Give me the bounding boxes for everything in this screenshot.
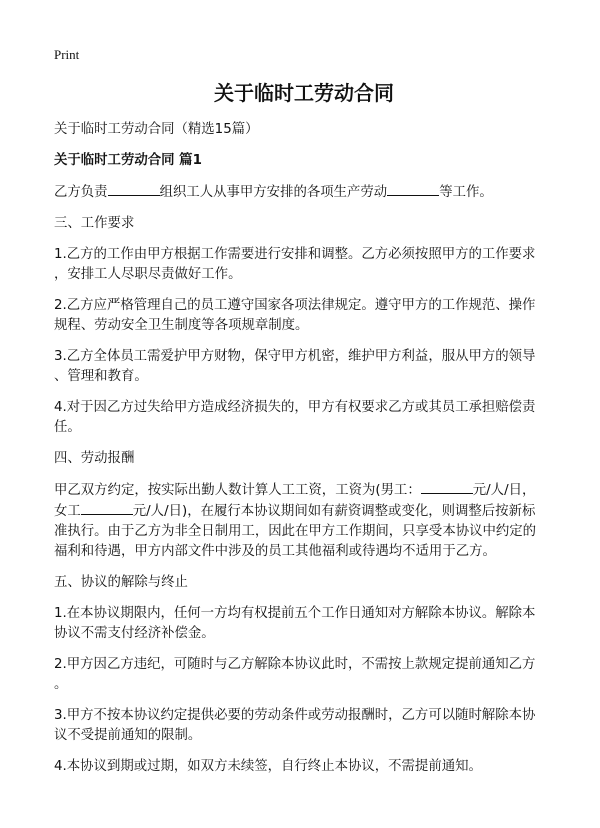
line: 、管理和教育。 xyxy=(54,369,148,384)
text: 等工作。 xyxy=(439,185,493,200)
heading-work-requirements: 三、工作要求 xyxy=(54,216,135,231)
text: 组织工人从事甲方安排的各项生产劳动 xyxy=(159,185,388,200)
requirement-item xyxy=(54,245,554,285)
requirement-item xyxy=(54,398,554,438)
line: 3.乙方全体员工需爱护甲方财物，保守甲方机密，维护甲方利益，服从甲方的领导 xyxy=(54,349,536,364)
remuneration-paragraph xyxy=(54,480,554,562)
line: 2.乙方应严格管理自己的员工遵守国家各项法律规定。遵守甲方的工作规范、操作 xyxy=(54,298,536,313)
blank-field xyxy=(387,182,439,196)
text: 乙方负责 xyxy=(54,185,108,200)
heading-termination: 五、协议的解除与终止 xyxy=(54,575,188,590)
line xyxy=(54,480,554,501)
line: 。 xyxy=(54,677,68,692)
line xyxy=(54,501,554,522)
line: 1.乙方的工作由甲方根据工作需要进行安排和调整。乙方必须按照甲方的工作要求 xyxy=(54,247,536,262)
line: 议不受提前通知的限制。 xyxy=(54,728,202,743)
blank-field xyxy=(108,182,160,196)
termination-item xyxy=(54,655,554,695)
line: ，安排工人尽职尽责做好工作。 xyxy=(54,267,242,282)
line: 4.本协议到期或过期，如双方未续签，自行终止本协议，不需提前通知。 xyxy=(54,759,482,774)
line: 1.在本协议期限内，任何一方均有权提前五个工作日通知对方解除本协议。解除本 xyxy=(54,606,536,621)
text: 甲乙双方约定，按实际出勤人数计算人工工资，工资为(男工： xyxy=(54,483,421,498)
line: 4.对于因乙方过失给甲方造成经济损失的，甲方有权要求乙方或其员工承担赔偿责 xyxy=(54,400,536,415)
line: 2.甲方因乙方违纪，可随时与乙方解除本协议此时，不需按上款规定提前通知乙方 xyxy=(54,657,536,672)
intro-paragraph xyxy=(54,182,554,203)
line: 规程、劳动安全卫生制度等各项规章制度。 xyxy=(54,318,309,333)
line: 福利和待遇，甲方内部文件中涉及的员工其他福利或待遇均不适用于乙方。 xyxy=(54,544,496,559)
termination-item xyxy=(54,706,554,746)
termination-item xyxy=(54,757,554,777)
section-heading: 关于临时工劳动合同 篇1 xyxy=(54,153,202,168)
document-title: 关于临时工劳动合同 xyxy=(214,81,394,105)
line: 准执行。由于乙方为非全日制用工，因此在甲方工作期间，只享受本协议中约定的 xyxy=(54,524,537,539)
document-body xyxy=(54,80,554,788)
text: 元/人/日)，在履行本协议期间如有薪资调整或变化，则调整后按新标 xyxy=(132,504,536,519)
line: 任。 xyxy=(54,420,81,435)
requirement-item xyxy=(54,296,554,336)
termination-item xyxy=(54,604,554,644)
print-link[interactable]: Print xyxy=(54,47,80,62)
text: 元/人/日， xyxy=(472,483,536,498)
text: 女工 xyxy=(54,504,81,519)
blank-field xyxy=(421,480,473,494)
blank-field xyxy=(81,501,133,515)
line: 3.甲方不按本协议约定提供必要的劳动条件或劳动报酬时，乙方可以随时解除本协 xyxy=(54,708,536,723)
requirement-item xyxy=(54,347,554,387)
heading-remuneration: 四、劳动报酬 xyxy=(54,451,135,466)
document-subtitle: 关于临时工劳动合同（精选15篇） xyxy=(54,122,259,137)
line: 协议不需支付经济补偿金。 xyxy=(54,626,215,641)
